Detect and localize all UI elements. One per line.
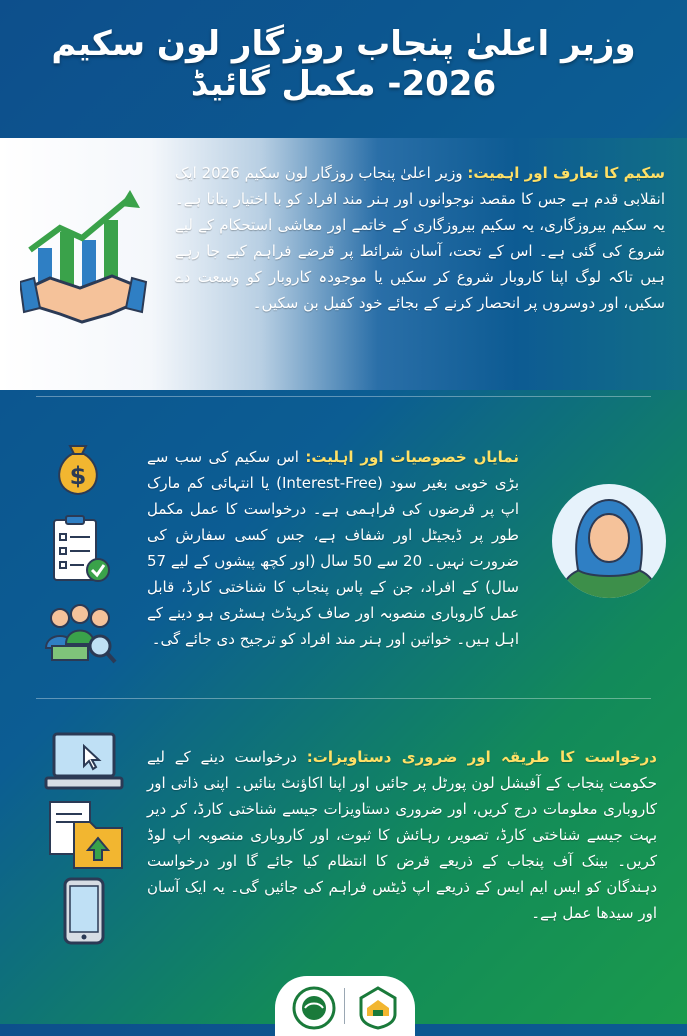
svg-text:$: $ [69, 462, 87, 490]
features-section [0, 402, 687, 692]
process-text [147, 744, 657, 926]
features-heading: نمایاں خصوصیات اور اہلیت: [305, 448, 519, 466]
smartphone-icon [62, 876, 106, 946]
folder-upload-icon [46, 800, 126, 872]
section-divider [36, 698, 651, 699]
footer-logos [0, 968, 687, 1024]
laptop-icon [44, 730, 124, 794]
features-text [147, 444, 519, 652]
intro-heading: سکیم کا تعارف اور اہمیت: [467, 164, 665, 182]
checklist-clipboard-icon [48, 514, 112, 586]
page-title: وزیر اعلیٰ پنجاب روزگار لون سکیم 2026- مکمل گائیڈ [51, 24, 636, 104]
people-search-icon [42, 602, 118, 666]
handshake-growth-chart-icon [20, 190, 150, 330]
punjab-government-logo [289, 984, 339, 1030]
intro-section [0, 138, 687, 390]
process-body: درخواست دینے کے لیے حکومت پنجاب کے آفیشل لون پورٹل پر جائیں اور اپنا اکاؤنٹ بنائیں۔ اپنی ذاتی اور کاروباری معلومات درج کریں، اور ضروری دستاویزات جیسے شناختی کارڈ، کر دیر بہت جیسے شناختی کارڈ، تصویر، رہائش کا ثبوت، اور کاروباری منصوبہ اپ لوڈ کریں۔ بینک آف پنجاب کے ذریعے قرض کا انتظام کیا جائے گا اور درخواست دہندگان کو ایس ایم ایس کے ذریعے اپ ڈیٹس فراہم کی جائیں گی۔ یہ ایک آسان اور سیدھا عمل ہے۔ [147, 748, 657, 922]
section-divider [36, 396, 651, 397]
header [0, 0, 687, 128]
logo-card [275, 976, 415, 1036]
money-bag-icon [52, 434, 104, 496]
logo-separator [344, 988, 345, 1024]
process-section [0, 704, 687, 964]
punjab-institution-logo [353, 984, 403, 1030]
woman-hijab-avatar [550, 482, 668, 600]
intro-body: وزیر اعلیٰ پنجاب روزگار لون سکیم 2026 ایک انقلابی قدم ہے جس کا مقصد نوجوانوں اور ہنر مند افراد کو با اختیار بنانا ہے۔ یہ سکیم بیروزگاری، یہ سکیم بیروزگاری کے خاتمے اور معاشی استحکام کے لیے شروع کی گئی ہے۔ اس کے تحت، آسان شرائط پر قرضے فراہم کیے جا رہے ہیں تاکہ لوگ اپنا کاروبار شروع کر سکیں یا موجودہ کاروبار کو وسعت دے سکیں، اور دوسروں پر انحصار کرنے کے بجائے خود کفیل بن سکیں۔ [175, 164, 665, 312]
intro-text [175, 160, 665, 316]
process-heading: درخواست کا طریقہ اور ضروری دستاویزات: [306, 748, 657, 766]
features-body: اس سکیم کی سب سے بڑی خوبی بغیر سود (Interest-Free) یا انتہائی کم مارک اپ پر قرضوں کی فراہمی ہے۔ درخواست کا عمل مکمل طور پر ڈیجیٹل اور شفاف ہے، جس کسی سفارش کی ضرورت نہیں۔ 20 سے 50 سال (اور کچھ پیشوں کے لیے 57 سال) کے افراد، جن کے پاس پنجاب کا شناختی کارڈ، قابل عمل کاروباری منصوبہ اور صاف کریڈٹ ہسٹری ہو دینے کے اہل ہیں۔ خواتین اور ہنر مند افراد کو ترجیح دی جائے گی۔ [147, 448, 519, 648]
